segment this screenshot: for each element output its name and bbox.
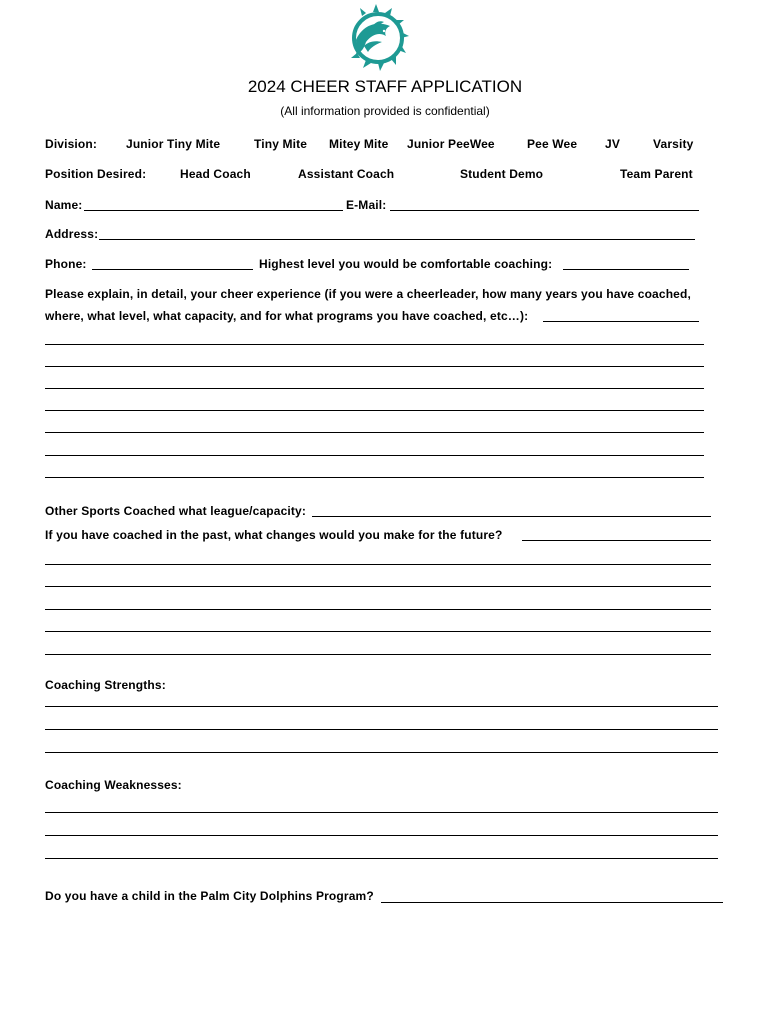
- other-sports-line[interactable]: [312, 516, 711, 517]
- highest-level-label: Highest level you would be comfortable coaching:: [259, 257, 553, 271]
- changes-line-4[interactable]: [45, 631, 711, 632]
- experience-line-6[interactable]: [45, 455, 704, 456]
- position-option-head-coach[interactable]: Head Coach: [180, 167, 251, 181]
- weaknesses-line-3[interactable]: [45, 858, 718, 859]
- highest-level-line[interactable]: [563, 269, 689, 270]
- phone-line[interactable]: [92, 269, 253, 270]
- division-option-varsity[interactable]: Varsity: [653, 137, 694, 151]
- email-label: E-Mail:: [346, 198, 387, 212]
- changes-line-1[interactable]: [45, 564, 711, 565]
- changes-line-3[interactable]: [45, 609, 711, 610]
- dolphin-logo-icon: [342, 4, 410, 72]
- division-option-junior-peewee[interactable]: Junior PeeWee: [407, 137, 495, 151]
- email-line[interactable]: [390, 210, 699, 211]
- position-label: Position Desired:: [45, 167, 147, 181]
- division-option-mitey-mite[interactable]: Mitey Mite: [329, 137, 389, 151]
- strengths-line-1[interactable]: [45, 706, 718, 707]
- form-subtitle: (All information provided is confidential): [280, 104, 490, 118]
- changes-line-5[interactable]: [45, 654, 711, 655]
- changes-line-0[interactable]: [522, 540, 711, 541]
- form-title: 2024 CHEER STAFF APPLICATION: [247, 77, 523, 96]
- division-label: Division:: [45, 137, 98, 151]
- child-in-program-line[interactable]: [381, 902, 723, 903]
- position-option-student-demo[interactable]: Student Demo: [460, 167, 544, 181]
- weaknesses-line-1[interactable]: [45, 812, 718, 813]
- other-sports-label: Other Sports Coached what league/capacity:: [45, 504, 307, 518]
- experience-line-2[interactable]: [45, 366, 704, 367]
- experience-line-1[interactable]: [45, 344, 704, 345]
- phone-label: Phone:: [45, 257, 87, 271]
- division-option-tiny-mite[interactable]: Tiny Mite: [254, 137, 308, 151]
- strengths-line-3[interactable]: [45, 752, 718, 753]
- weaknesses-label: Coaching Weaknesses:: [45, 778, 182, 792]
- strengths-line-2[interactable]: [45, 729, 718, 730]
- experience-line-7[interactable]: [45, 477, 704, 478]
- position-option-assistant-coach[interactable]: Assistant Coach: [298, 167, 395, 181]
- changes-label: If you have coached in the past, what changes would you make for the future?: [45, 528, 503, 542]
- division-option-jv[interactable]: JV: [605, 137, 620, 151]
- experience-line-4[interactable]: [45, 410, 704, 411]
- experience-line-5[interactable]: [45, 432, 704, 433]
- name-label: Name:: [45, 198, 83, 212]
- division-option-pee-wee[interactable]: Pee Wee: [527, 137, 578, 151]
- position-option-team-parent[interactable]: Team Parent: [620, 167, 693, 181]
- strengths-label: Coaching Strengths:: [45, 678, 166, 692]
- experience-line-3[interactable]: [45, 388, 704, 389]
- experience-line-0[interactable]: [543, 321, 699, 322]
- weaknesses-line-2[interactable]: [45, 835, 718, 836]
- address-line[interactable]: [99, 239, 695, 240]
- experience-label-line1: Please explain, in detail, your cheer experience (if you were a cheerleader, how many years you have coached,: [45, 287, 691, 301]
- name-line[interactable]: [84, 210, 343, 211]
- child-in-program-label: Do you have a child in the Palm City Dolphins Program?: [45, 889, 374, 903]
- address-label: Address:: [45, 227, 99, 241]
- changes-line-2[interactable]: [45, 586, 711, 587]
- experience-label-line2: where, what level, what capacity, and for what programs you have coached, etc…):: [45, 309, 529, 323]
- division-option-junior-tiny-mite[interactable]: Junior Tiny Mite: [126, 137, 221, 151]
